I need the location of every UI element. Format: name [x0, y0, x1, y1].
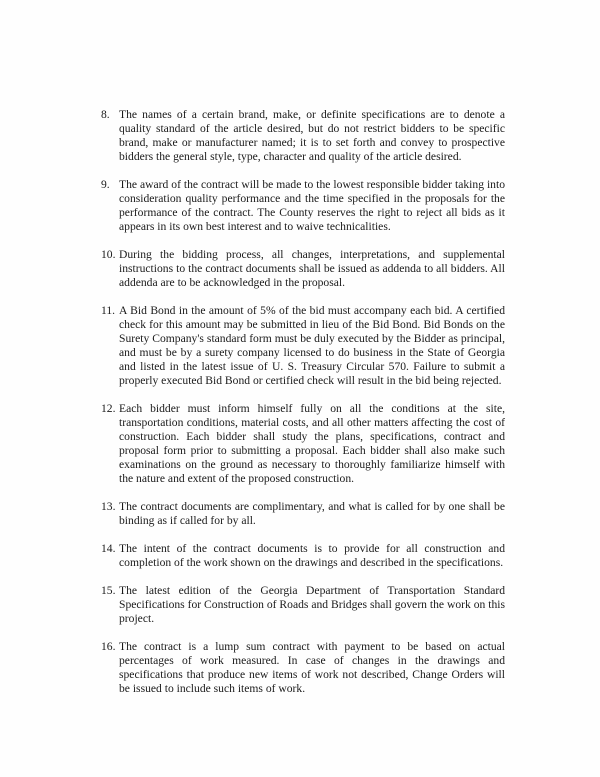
clause-text: The award of the contract will be made to the lowest responsible bidder taking into consideration quality performance and the time specified in the proposals for the performance of the contract. The County reserves the right to reject all bids as it appears in its own best interest and to waive technicalities.	[119, 178, 505, 233]
clause-number: 12.	[101, 402, 116, 415]
clause-item-10	[101, 248, 505, 290]
clause-number: 16.	[101, 640, 116, 653]
clause-item-8	[101, 108, 505, 164]
clause-text: The contract documents are complimentary, and what is called for by one shall be binding as if called for by all.	[119, 500, 505, 527]
clause-text: The names of a certain brand, make, or definite specifications are to denote a quality standard of the article desired, but do not restrict bidders to be specific brand, make or manufacturer named; it is to set forth and convey to prospective bidders the general style, type, character and quality of the article desired.	[119, 108, 505, 163]
clause-item-15	[101, 584, 505, 626]
clause-text: The intent of the contract documents is to provide for all construction and completion of the work shown on the drawings and described in the specifications.	[119, 542, 505, 569]
numbered-clause-list	[101, 108, 505, 710]
clause-number: 14.	[101, 542, 116, 555]
clause-text: A Bid Bond in the amount of 5% of the bid must accompany each bid. A certified check for this amount may be submitted in lieu of the Bid Bond. Bid Bonds on the Surety Company's standard form must be duly executed by the Bidder as principal, and must be by a surety company licensed to do business in the State of Georgia and listed in the latest issue of U. S. Treasury Circular 570. Failure to submit a properly executed Bid Bond or certified check will result in the bid being rejected.	[119, 304, 505, 387]
clause-number: 15.	[101, 584, 116, 597]
clause-item-16	[101, 640, 505, 696]
clause-text: Each bidder must inform himself fully on all the conditions at the site, transportation conditions, material costs, and all other matters affecting the cost of construction. Each bidder shall study the plans, specifications, contract and proposal form prior to submitting a proposal. Each bidder shall also make such examinations on the ground as necessary to thoroughly familiarize himself with the nature and extent of the proposed construction.	[119, 402, 505, 485]
clause-item-9	[101, 178, 505, 234]
clause-number: 11.	[101, 304, 116, 317]
clause-number: 10.	[101, 248, 116, 261]
clause-number: 13.	[101, 500, 116, 513]
clause-number: 9.	[101, 178, 110, 191]
clause-number: 8.	[101, 108, 110, 121]
clause-text: During the bidding process, all changes, interpretations, and supplemental instructions to the contract documents shall be issued as addenda to all bidders. All addenda are to be acknowledged in the proposal.	[119, 248, 505, 289]
clause-item-13	[101, 500, 505, 528]
clause-text: The contract is a lump sum contract with payment to be based on actual percentages of work measured. In case of changes in the drawings and specifications that produce new items of work not described, Change Orders will be issued to include such items of work.	[119, 640, 505, 695]
clause-text: The latest edition of the Georgia Department of Transportation Standard Specifications for Construction of Roads and Bridges shall govern the work on this project.	[119, 584, 505, 625]
clause-item-12	[101, 402, 505, 486]
clause-item-11	[101, 304, 505, 388]
clause-item-14	[101, 542, 505, 570]
